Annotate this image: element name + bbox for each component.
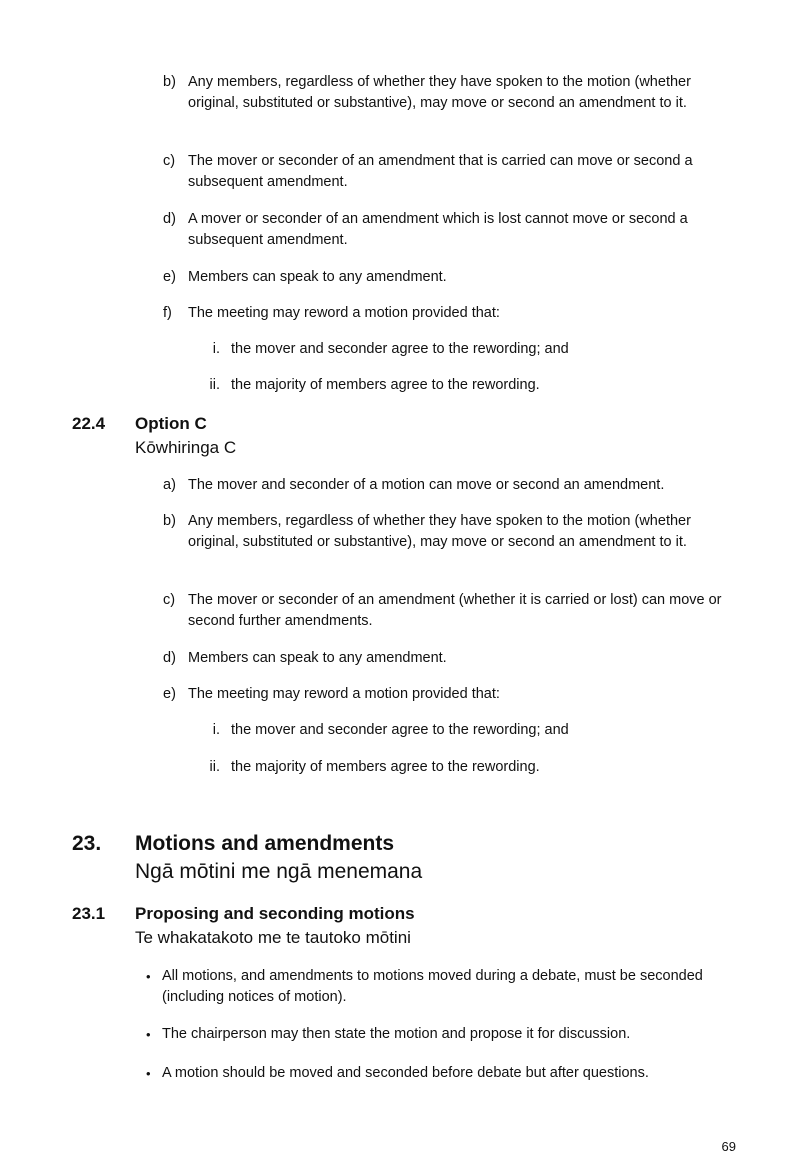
page-number: 69: [721, 1139, 736, 1154]
